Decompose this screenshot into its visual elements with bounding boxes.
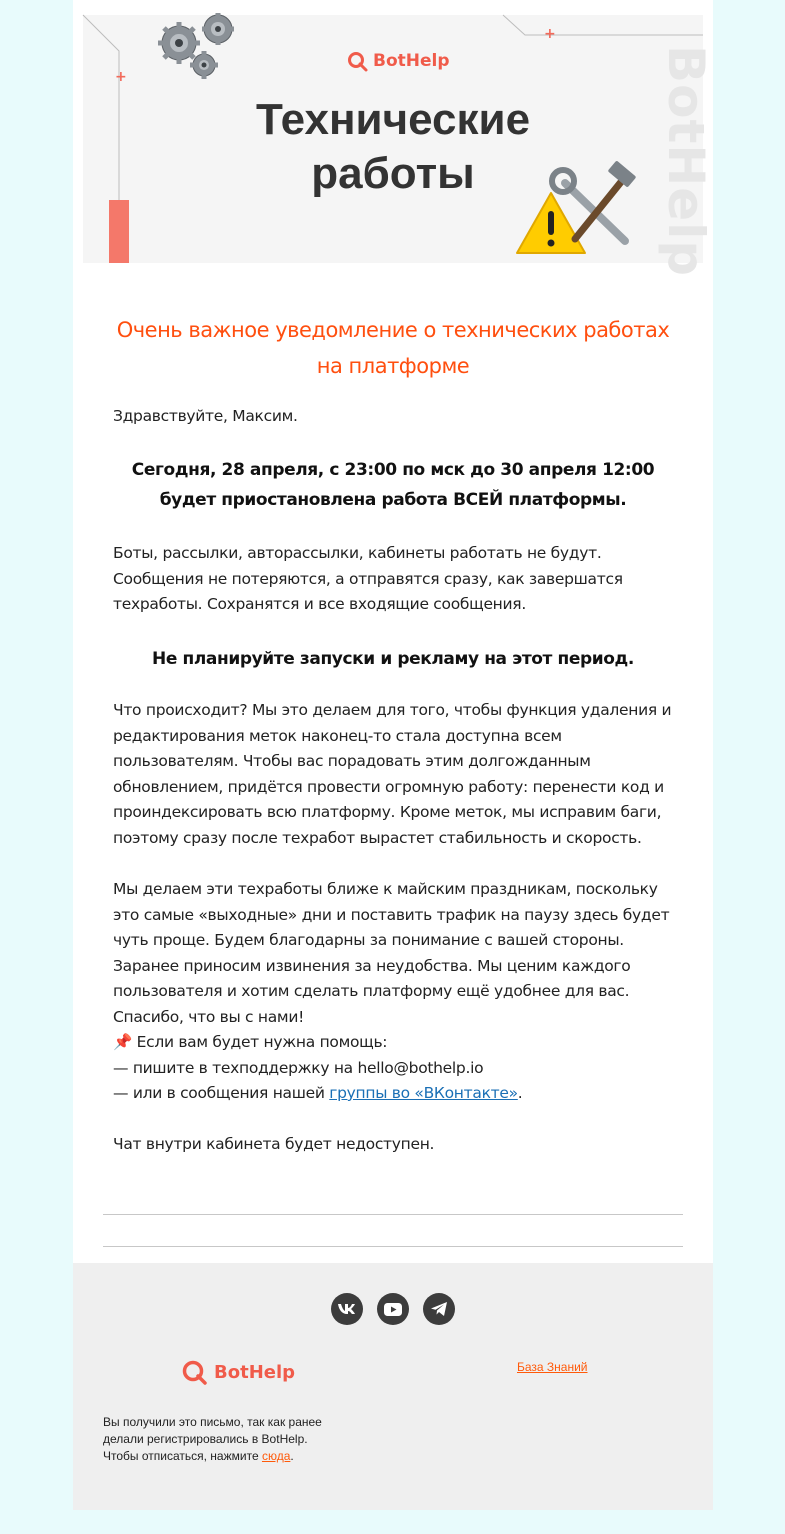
vk-group-link[interactable]: группы во «ВКонтакте» — [329, 1084, 518, 1102]
header-banner — [83, 15, 715, 278]
banner-logo-text: BotHelp — [373, 51, 450, 71]
footer-disclaimer: Вы получили это письмо, так как ранее делали регистрировались в BotHelp. Чтобы отписаться, нажмите сюда. — [103, 1415, 322, 1463]
banner-watermark: BotHelp — [657, 45, 715, 278]
banner-logo — [347, 51, 450, 71]
email-container — [73, 0, 713, 1510]
email-heading: Очень важное уведомление о технических работах на платформе — [116, 318, 670, 378]
bothelp-logo-icon — [181, 1359, 209, 1385]
youtube-glyph — [384, 1303, 402, 1316]
divider — [103, 1214, 683, 1215]
vk-glyph — [337, 1302, 357, 1316]
help-intro: 📌 Если вам будет нужна помощь: — [113, 1033, 388, 1051]
knowledge-base-link[interactable]: База Знаний — [517, 1360, 588, 1374]
banner-title: Технические работы — [255, 95, 531, 198]
unsubscribe-link[interactable]: сюда — [261, 1449, 291, 1463]
vk-icon[interactable] — [331, 1293, 363, 1325]
paragraph-impact: Боты, рассылки, авторассылки, кабинеты работать не будут. Сообщения не потеряются, а отправятся сразу, как завершатся техработы. Сохранятся и все входящие сообщения. — [113, 544, 623, 613]
chat-note: Чат внутри кабинета будет недоступен. — [113, 1135, 435, 1153]
warning-text: Не планируйте запуски и рекламу на этот период. — [152, 649, 634, 669]
plus-icon: + — [115, 69, 127, 85]
email-footer — [73, 1263, 713, 1510]
help-vk-line: — или в сообщения нашей группы во «ВКонтакте». — [113, 1084, 523, 1102]
gears-icon — [157, 21, 239, 87]
plus-icon: + — [544, 26, 556, 42]
paragraph-reason: Что происходит? Мы это делаем для того, чтобы функция удаления и редактирования меток наконец-то стала доступна всем пользователям. Чтобы вас порадовать этим долгожданным обновлением, придётся провести огромную работу: перенести код и проиндексировать всю платформу. Кроме меток, мы исправим баги, поэтому сразу после техработ вырастет стабильность и скорость. — [113, 701, 672, 847]
telegram-glyph — [430, 1301, 448, 1317]
help-email-line: — пишите в техподдержку на hello@bothelp.io — [113, 1058, 484, 1077]
greeting: Здравствуйте, Максим. — [113, 407, 298, 425]
paragraph-timing: Мы делаем эти техработы ближе к майским праздникам, поскольку это самые «выходные» дни и поставить трафик на паузу здесь будет чуть проще. Будем благодарны за понимание с вашей стороны. Заранее приносим извинения за неудобства. Мы ценим каждого пользователя и хотим сделать платформу ещё удобнее для вас. Спасибо, что вы с нами! — [113, 880, 670, 1026]
outage-notice: Сегодня, 28 апреля, с 23:00 по мск до 30 апреля 12:00 будет приостановлена работа ВСЕЙ платформы. — [131, 460, 655, 510]
red-bar-decoration — [109, 200, 129, 263]
footer-logo-text: BotHelp — [214, 1361, 296, 1383]
telegram-icon[interactable] — [423, 1293, 455, 1325]
youtube-icon[interactable] — [377, 1293, 409, 1325]
footer-logo — [181, 1359, 295, 1385]
warning-tools-icon — [515, 163, 635, 259]
bothelp-logo-icon — [347, 51, 369, 71]
divider — [103, 1246, 683, 1247]
help-block — [113, 1030, 678, 1107]
